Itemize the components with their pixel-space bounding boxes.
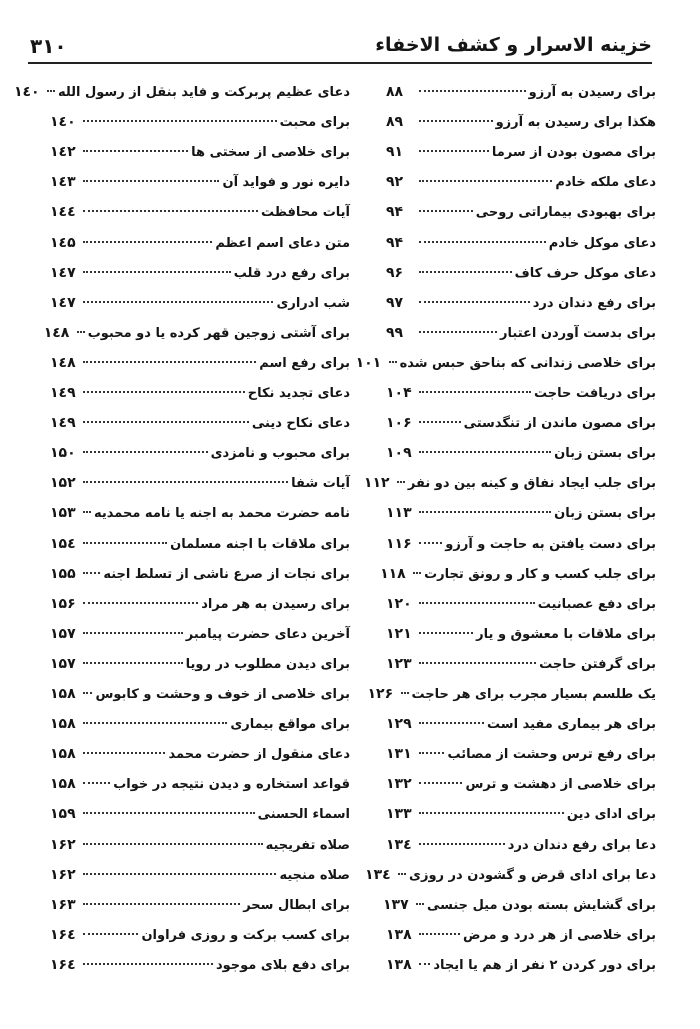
dot-leader (419, 511, 551, 513)
toc-entry (386, 806, 656, 828)
dot-leader (419, 933, 460, 935)
toc-entry-page: ۱۲۹ (386, 716, 412, 733)
toc-entry (50, 806, 350, 828)
toc-entry-page: ۱۲۰ (386, 595, 412, 612)
dot-leader (83, 361, 256, 363)
dot-leader (419, 331, 497, 333)
toc-entry-title: برای بستن زبان (554, 506, 656, 522)
toc-entry-title: برای گرفتن حاجت (539, 656, 656, 672)
toc-entry (50, 596, 350, 618)
dot-leader (83, 150, 188, 152)
toc-entry-title: برای دفع بلای موجود (215, 957, 350, 973)
dot-leader (401, 692, 409, 694)
dot-leader (419, 120, 493, 122)
toc-entry-page: ۱٤۸ (43, 324, 70, 341)
toc-entry-title: دایره نور و فواید آن (222, 175, 350, 191)
toc-entry-page: ۱۰۹ (386, 445, 412, 462)
toc-entry-page: ۱۵۵ (50, 565, 76, 582)
toc-entry (386, 204, 656, 226)
toc-entry-page: ۱۳۸ (386, 956, 412, 973)
dot-leader (419, 752, 444, 754)
dot-leader (83, 421, 249, 423)
toc-entry-title: برای دریافت حاجت (534, 386, 656, 401)
toc-entry-page: ۱۶۳ (50, 896, 76, 913)
page-header (30, 34, 652, 60)
toc-entry (386, 445, 656, 467)
toc-entry (50, 566, 350, 588)
toc-entry-title: برای محبت (279, 115, 350, 131)
toc-entry (43, 324, 350, 347)
dot-leader (398, 873, 406, 875)
toc-entry-title: متن دعای اسم اعظم (215, 235, 350, 251)
toc-entry-title: برای دفع عصبانیت (537, 596, 656, 612)
toc-entry (386, 626, 656, 648)
dot-leader (419, 421, 461, 423)
toc-entry-title: دعای موکل خادم (548, 235, 656, 251)
toc-entry-page: ۱۳۸ (386, 926, 412, 943)
dot-leader (419, 722, 484, 724)
toc-entry-page: ۱۵۹ (50, 806, 76, 823)
toc-entry-page: ۱۳٤ (365, 866, 391, 883)
toc-entry (386, 837, 656, 859)
dot-leader (419, 782, 462, 784)
toc-entry (50, 235, 350, 257)
toc-entry-title: نامه حضرت محمد به اجنه یا نامه محمدیه (94, 506, 350, 522)
dot-leader (413, 572, 421, 574)
dot-leader (83, 662, 183, 664)
toc-entry-page: ۱۲۳ (386, 655, 412, 672)
toc-entry (50, 867, 350, 889)
dot-leader (419, 542, 442, 544)
toc-entry-title: برای خلاصی از دهشت و ترس (465, 777, 656, 793)
toc-entry-title: برای ابطال سحر (243, 897, 350, 913)
toc-entry (50, 265, 350, 287)
toc-entry (386, 295, 656, 317)
toc-entry-page: ۱۶۲ (50, 836, 76, 853)
toc-entry (50, 385, 350, 407)
page-number: ۳۱۰ (30, 34, 67, 58)
dot-leader (419, 90, 526, 92)
toc-entry (50, 174, 350, 196)
toc-entry-page: ۱۲۶ (367, 686, 394, 702)
dot-leader (83, 933, 138, 935)
dot-leader (83, 692, 92, 694)
toc-entry (386, 927, 656, 949)
dot-leader (83, 903, 240, 905)
toc-entry-page: ۱۵۷ (50, 625, 76, 642)
dot-leader (419, 451, 551, 453)
toc-entry-page: ۱۵۸ (50, 746, 76, 763)
toc-entry-page: ۱۳٤ (386, 836, 412, 853)
dot-leader (419, 812, 564, 814)
toc-entry-title: برای نجات از صرع ناشی از تسلط اجنه (103, 566, 350, 582)
toc-entry-page: ۱۲۱ (386, 625, 412, 642)
toc-entry-page: ۱٤۹ (50, 415, 76, 432)
dot-leader (419, 843, 505, 845)
dot-leader (83, 120, 277, 122)
dot-leader (83, 391, 245, 393)
toc-entry-title: شب ادراری (276, 295, 350, 311)
toc-entry-title: برای ادای دین (566, 807, 656, 823)
toc-entry-title: دعای موکل حرف کاف (514, 265, 656, 281)
toc-entry (386, 265, 656, 287)
toc-entry-page: ۱۵۰ (50, 445, 76, 462)
toc-entry (50, 776, 350, 798)
toc-entry (50, 355, 350, 377)
book-title: خزینه الاسرار و کشف الاخفاء (375, 34, 652, 56)
toc-entry-page: ۹۴ (386, 204, 404, 221)
dot-leader (419, 241, 546, 243)
toc-entry-title: برای رسیدن به هر مراد (201, 596, 350, 612)
toc-entry (386, 144, 656, 166)
toc-column-left (13, 84, 350, 984)
toc-entry-page: ۱۶٤ (50, 926, 76, 943)
toc-entry (13, 84, 350, 106)
dot-leader (83, 873, 276, 875)
dot-leader (83, 481, 288, 483)
dot-leader (83, 843, 263, 845)
toc-entry-title: برای آشتی زوجین قهر کرده یا دو محبوب (87, 325, 350, 341)
toc-entry-title: برای رفع ترس وحشت از مصائب (447, 747, 656, 763)
toc-entry (386, 776, 656, 798)
dot-leader (83, 542, 167, 544)
toc-entry (386, 325, 656, 347)
toc-entry-page: ۱۶۲ (50, 866, 76, 883)
toc-entry-title: دعا برای ادای قرض و گشودن در روزی (409, 867, 656, 883)
dot-leader (419, 632, 473, 634)
toc-entry (386, 84, 656, 106)
toc-entry-title: برای کسب برکت و روزی فراوان (141, 927, 350, 943)
toc-entry-title: برای دست یافتن به حاجت و آرزو (445, 536, 656, 552)
toc-entry-title: برای رفع درد قلب (233, 265, 350, 281)
toc-entry-page: ۱۳۳ (386, 806, 412, 823)
toc-entry-title: برای مصون ماندن از تنگدستی (463, 416, 656, 432)
toc-entry-page: ۱۵۷ (50, 655, 76, 672)
toc-entry-page: ۱۶٤ (50, 956, 76, 973)
toc-entry (50, 897, 350, 919)
toc-entry-page: ۱٤۸ (50, 354, 76, 371)
toc-entry (386, 114, 656, 136)
toc-entry-page: ۸۹ (386, 114, 404, 131)
toc-entry (50, 656, 350, 678)
dot-leader (83, 572, 100, 574)
dot-leader (419, 150, 489, 152)
toc-entry-title: صلاه تفریجیه (265, 837, 350, 853)
toc-entry (50, 475, 350, 497)
toc-entry-title: اسماء الحسنی (257, 807, 350, 823)
dot-leader (83, 271, 231, 273)
toc-entry-page: ۱۱۸ (380, 565, 406, 582)
toc-entry-title: برای ملاقات با معشوق و یار (476, 626, 656, 642)
toc-entry-page: ۱۰۶ (386, 415, 412, 432)
toc-entry (386, 716, 656, 738)
toc-entry-title: صلاه منجیه (279, 867, 350, 883)
toc-entry-title: هکذا برای رسیدن به آرزو (495, 115, 656, 131)
toc-entry-page: ۱٤۲ (50, 144, 76, 161)
dot-leader (83, 722, 227, 724)
toc-entry-title: برای خلاصی از سختی ها (191, 145, 350, 161)
toc-entry (50, 415, 350, 437)
toc-entry-title: قواعد استخاره و دیدن نتیجه در خواب (113, 777, 350, 793)
toc-entry-title: برای خلاصی از هر درد و مرض (462, 927, 656, 943)
header-rule (28, 62, 652, 64)
toc-entry (50, 746, 350, 768)
toc-entry-page: ۱۵۶ (50, 595, 76, 612)
dot-leader (83, 782, 110, 784)
dot-leader (83, 602, 198, 604)
toc-entry-page: ۱٤٤ (50, 204, 76, 221)
toc-entry-page: ۱۰۴ (386, 385, 412, 401)
toc-entry-title: برای رسیدن به آرزو (528, 85, 656, 100)
toc-entry (50, 445, 350, 467)
dot-leader (419, 301, 530, 303)
toc-entry-title: برای مصون بودن از سرما (491, 145, 656, 161)
toc-entry-title: برای خلاصی زندانی که بناحق حبس شده (399, 355, 656, 371)
dot-leader (47, 90, 55, 92)
dot-leader (83, 180, 219, 182)
dot-leader (419, 391, 531, 393)
dot-leader (83, 451, 208, 453)
toc-entry-page: ۹۴ (386, 234, 404, 251)
toc-entry-title: دعای تجدید نکاح (247, 386, 350, 401)
dot-leader (389, 361, 397, 363)
toc-entry (355, 354, 656, 377)
toc-entry (50, 505, 350, 527)
toc-entry-page: ۱۰۱ (355, 354, 382, 371)
toc-entry-title: برای بستن زبان (554, 446, 656, 462)
toc-entry (50, 927, 350, 949)
toc-entry-title: دعا برای رفع دندان درد (507, 837, 656, 853)
toc-entry-page: ۱۵۸ (50, 716, 76, 733)
toc-entry-page: ۱۳۱ (386, 746, 412, 763)
toc-entry (386, 235, 656, 257)
toc-entry (50, 114, 350, 136)
dot-leader (83, 301, 273, 303)
toc-entry (386, 656, 656, 678)
toc-entry (50, 626, 350, 648)
toc-entry-title: برای گشایش بسته بودن میل جنسی (426, 897, 656, 913)
toc-column-right (355, 84, 656, 984)
toc-entry-title: آیات محافظت (260, 205, 350, 221)
toc-entry (386, 957, 656, 979)
toc-entry (386, 385, 656, 407)
toc-entry-page: ۱۵۸ (50, 686, 76, 702)
toc-entry-page: ۱۵۳ (50, 505, 76, 522)
toc-entry-page: ۱۵۸ (50, 776, 76, 793)
toc-entry-title: دعای عظیم پربرکت و فاید بنقل از رسول الله (57, 85, 350, 100)
toc-entry-page: ۱۳۲ (386, 776, 412, 793)
toc-entry-page: ۹۱ (386, 144, 404, 161)
toc-entry-title: برای رفع اسم (259, 355, 350, 371)
toc-entry-title: دعای منقول از حضرت محمد (168, 747, 350, 763)
toc-entry-page: ۱۵٤ (50, 535, 76, 552)
toc-entry-title: برای جلب ایجاد نفاق و کینه بین دو نفر (407, 476, 656, 492)
dot-leader (419, 662, 536, 664)
toc-entry-title: برای هر بیماری مفید است (487, 717, 656, 733)
dot-leader (419, 210, 473, 212)
toc-entry-page: ۱٤۷ (50, 294, 76, 311)
toc-entry-title: برای بهبودی بیماراتی روحی (475, 205, 656, 221)
toc-entry-title: برای محبوب و نامزدی (210, 446, 350, 462)
toc-entry-page: ۱۵۲ (50, 475, 76, 492)
toc-entry-page: ۱٤۵ (50, 234, 76, 251)
toc-entry-page: ۸۸ (386, 84, 404, 100)
toc-entry-title: آیات شفا (291, 476, 350, 492)
toc-entry-page: ۹۲ (386, 174, 404, 191)
toc-entry-title: برای دور کردن ۲ نفر از هم یا ایجاد (433, 957, 656, 973)
dot-leader (419, 271, 512, 273)
toc-entry-title: برای مواقع بیماری (230, 717, 350, 733)
toc-entry-page: ۱٤۰ (13, 84, 40, 100)
dot-leader (419, 602, 535, 604)
toc-entry (50, 536, 350, 558)
dot-leader (419, 180, 552, 182)
toc-entry (50, 144, 350, 166)
dot-leader (83, 752, 165, 754)
dot-leader (83, 210, 258, 212)
toc-entry-title: برای ملاقات با اجنه مسلمان (170, 536, 350, 552)
toc-entry-page: ۱۱۲ (363, 475, 390, 492)
toc-entry (380, 565, 656, 588)
toc-entry (365, 866, 656, 889)
toc-entry (386, 415, 656, 437)
dot-leader (397, 481, 405, 483)
toc-entry-page: ۱٤۰ (50, 114, 76, 131)
toc-entry-page: ۹۶ (386, 264, 404, 281)
toc-entry (382, 896, 656, 919)
dot-leader (77, 331, 85, 333)
toc-entry-title: آخرین دعای حضرت پیامبر (185, 626, 350, 642)
toc-entry-title: برای دیدن مطلوب در رویا (185, 656, 350, 672)
dot-leader (83, 241, 212, 243)
toc-entry (50, 837, 350, 859)
toc-entry-page: ۱٤۹ (50, 385, 76, 401)
toc-entry-title: برای خلاصی از خوف و وحشت و کابوس (95, 687, 350, 702)
toc-entry-page: ۱٤۳ (50, 174, 76, 191)
toc-entry (386, 746, 656, 768)
dot-leader (416, 903, 424, 905)
toc-entry-page: ۱٤۷ (50, 264, 76, 281)
toc-entry-title: دعای ملکه خادم (555, 175, 656, 191)
toc-entry-page: ۱۳۷ (382, 896, 409, 913)
toc-entry (50, 204, 350, 226)
dot-leader (83, 812, 255, 814)
dot-leader (83, 632, 183, 634)
toc-entry-page: ۱۱۶ (386, 535, 412, 552)
toc-entry (363, 475, 656, 497)
toc-entry-title: برای بدست آوردن اعتبار (500, 325, 656, 341)
toc-entry (386, 596, 656, 618)
toc-entry-page: ۹۷ (386, 294, 404, 311)
toc-entry-title: یک طلسم بسیار مجرب برای هر حاجت (411, 687, 656, 702)
toc-entry-title: برای جلب کسب و کار و رونق تجارت (424, 566, 656, 582)
toc-entry (50, 295, 350, 317)
toc-entry-title: دعای نکاح دینی (251, 416, 350, 432)
toc-entry (50, 957, 350, 979)
toc-entry (367, 686, 656, 708)
toc-entry (386, 174, 656, 196)
toc-entry-page: ۹۹ (386, 324, 404, 341)
toc-entry (386, 536, 656, 558)
toc-entry-title: برای رفع دندان درد (532, 295, 656, 311)
dot-leader (83, 963, 213, 965)
dot-leader (419, 963, 430, 965)
toc-entry (386, 505, 656, 527)
toc-entry (50, 686, 350, 708)
toc-entry-page: ۱۱۳ (386, 505, 412, 522)
dot-leader (83, 511, 91, 513)
toc-entry (50, 716, 350, 738)
